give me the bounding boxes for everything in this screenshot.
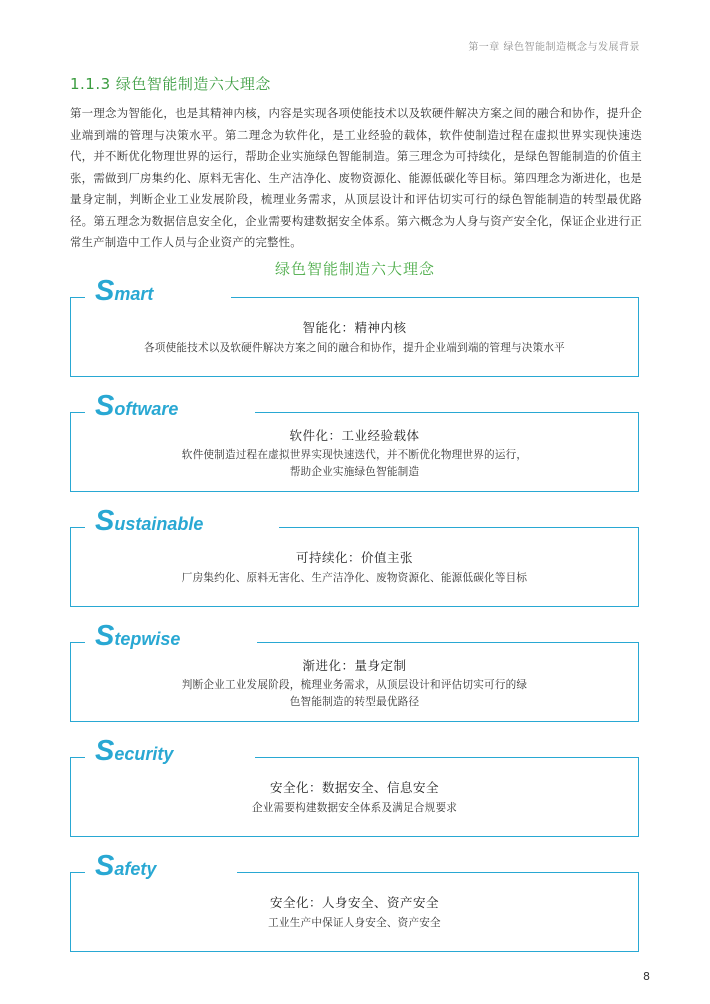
concept-heading: 安全化：人身安全、资产安全 <box>269 895 439 910</box>
concept-box-software <box>70 390 639 492</box>
body-paragraph: 第一理念为智能化，也是其精神内核，内容是实现各项使能技术以及软硬件解决方案之间的融合和协作，提升企业端到端的管理与决策水平。第二理念为软件化，是工业经验的载体，软件使制造过程在虚拟世界实现快速迭代，并不断优化物理世界的运行，帮助企业实施绿色智能制造。第三理念为可持续化，是绿色智能制造的价值主张，需做到厂房集约化、原料无害化、生产洁净化、废物资源化、能源低碳化等目标。第四理念为渐进化，也是量身定制，判断企业工业发展阶段，梳理业务需求，从顶层设计和评估切实可行的绿色智能制造的转型最优路径。第五理念为数据信息安全化，企业需要构建数据安全体系。第六概念为人身与资产安全化，保证企业进行正常生产制造中工作人员与企业资产的完整性。 <box>70 106 642 249</box>
concept-box-sustainable <box>70 505 639 607</box>
concept-description: 软件使制造过程在虚拟世界实现快速迭代，并不断优化物理世界的运行， <box>181 449 528 461</box>
diagram-title: 绿色智能制造六大理念 <box>274 260 435 278</box>
concept-keyword: Security <box>95 735 174 767</box>
concept-box-smart <box>70 275 639 377</box>
concept-heading: 智能化：精神内核 <box>302 320 407 335</box>
concept-box-stepwise <box>70 620 639 722</box>
concept-description: 工业生产中保证人身安全、资产安全 <box>268 917 441 929</box>
concept-description: 厂房集约化、原料无害化、生产洁净化、废物资源化、能源低碳化等目标 <box>181 572 528 584</box>
concept-description: 帮助企业实施绿色智能制造 <box>289 466 420 478</box>
concept-heading: 软件化：工业经验载体 <box>289 428 420 443</box>
concept-heading: 渐进化：量身定制 <box>302 658 407 673</box>
concept-description: 企业需要构建数据安全体系及满足合规要求 <box>251 802 458 814</box>
concept-keyword: Stepwise <box>95 620 181 652</box>
concept-description: 色智能制造的转型最优路径 <box>289 696 420 708</box>
page-number: 8 <box>643 970 650 983</box>
concept-description: 判断企业工业发展阶段，梳理业务需求，从顶层设计和评估切实可行的绿 <box>181 679 528 691</box>
concept-keyword: Safety <box>95 850 157 882</box>
concept-keyword: Smart <box>95 275 154 307</box>
section-title: 1.1.3 绿色智能制造六大理念 <box>70 75 271 93</box>
running-head: 第一章 绿色智能制造概念与发展背景 <box>468 42 640 53</box>
concept-box-safety <box>70 850 639 952</box>
concept-keyword: Sustainable <box>95 505 204 537</box>
concept-heading: 安全化：数据安全、信息安全 <box>269 780 439 795</box>
concept-description: 各项使能技术以及软硬件解决方案之间的融合和协作，提升企业端到端的管理与决策水平 <box>144 342 565 354</box>
concept-box-security <box>70 735 639 837</box>
concept-keyword: Software <box>95 390 179 422</box>
concept-heading: 可持续化：价值主张 <box>295 550 413 565</box>
